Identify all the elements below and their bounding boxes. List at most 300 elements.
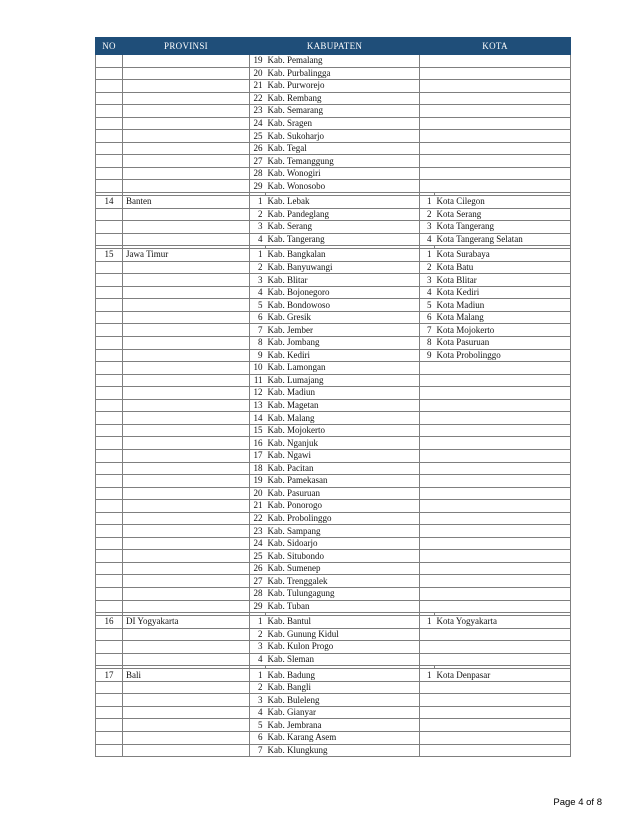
table-row bbox=[96, 550, 571, 563]
province-no-cell bbox=[96, 349, 123, 362]
kota-name bbox=[435, 537, 571, 550]
kabupaten-number: 2 bbox=[250, 261, 266, 274]
kabupaten-number: 2 bbox=[250, 681, 266, 694]
kabupaten-name: Kab. Kulon Progo bbox=[266, 641, 420, 654]
table-row bbox=[96, 399, 571, 412]
kabupaten-number: 25 bbox=[250, 130, 266, 143]
province-no-cell bbox=[96, 449, 123, 462]
kota-number: 3 bbox=[420, 274, 435, 287]
province-no-cell bbox=[96, 475, 123, 488]
kabupaten-name: Kab. Sragen bbox=[266, 117, 420, 130]
table-row bbox=[96, 274, 571, 287]
kota-number bbox=[420, 681, 435, 694]
kabupaten-number: 5 bbox=[250, 299, 266, 312]
kota-name bbox=[435, 80, 571, 93]
kabupaten-name: Kab. Jombang bbox=[266, 337, 420, 350]
kota-name: Kota Batu bbox=[435, 261, 571, 274]
province-no-cell bbox=[96, 462, 123, 475]
kabupaten-name: Kab. Sukoharjo bbox=[266, 130, 420, 143]
table-row bbox=[96, 669, 571, 682]
kota-number bbox=[420, 449, 435, 462]
province-name-cell bbox=[123, 475, 250, 488]
province-name-cell bbox=[123, 706, 250, 719]
kabupaten-name: Kab. Pasuruan bbox=[266, 487, 420, 500]
province-name-cell bbox=[123, 562, 250, 575]
province-no-cell bbox=[96, 286, 123, 299]
kabupaten-number: 8 bbox=[250, 337, 266, 350]
kota-name bbox=[435, 462, 571, 475]
province-no-cell bbox=[96, 653, 123, 666]
table-row bbox=[96, 387, 571, 400]
province-name-cell bbox=[123, 167, 250, 180]
province-name-cell bbox=[123, 324, 250, 337]
kota-name: Kota Pasuruan bbox=[435, 337, 571, 350]
kota-name: Kota Mojokerto bbox=[435, 324, 571, 337]
table-row bbox=[96, 424, 571, 437]
kabupaten-number: 18 bbox=[250, 462, 266, 475]
kota-name bbox=[435, 155, 571, 168]
province-no-cell bbox=[96, 562, 123, 575]
kabupaten-name: Kab. Jember bbox=[266, 324, 420, 337]
kabupaten-number: 26 bbox=[250, 142, 266, 155]
kota-name bbox=[435, 500, 571, 513]
table-row bbox=[96, 286, 571, 299]
kota-number: 4 bbox=[420, 286, 435, 299]
province-no-cell bbox=[96, 587, 123, 600]
table-row bbox=[96, 337, 571, 350]
kota-name bbox=[435, 142, 571, 155]
kota-number bbox=[420, 130, 435, 143]
kota-name bbox=[435, 55, 571, 68]
table-row bbox=[96, 324, 571, 337]
kota-number bbox=[420, 55, 435, 68]
table-row bbox=[96, 681, 571, 694]
kota-name bbox=[435, 641, 571, 654]
table-row bbox=[96, 362, 571, 375]
kabupaten-name: Kab. Pamekasan bbox=[266, 475, 420, 488]
province-name-cell bbox=[123, 311, 250, 324]
province-name-cell bbox=[123, 130, 250, 143]
table-row bbox=[96, 537, 571, 550]
kota-name bbox=[435, 487, 571, 500]
kabupaten-name: Kab. Wonosobo bbox=[266, 180, 420, 193]
kota-number bbox=[420, 67, 435, 80]
province-name-cell bbox=[123, 424, 250, 437]
kabupaten-number: 25 bbox=[250, 550, 266, 563]
kabupaten-name: Kab. Bangli bbox=[266, 681, 420, 694]
province-name-cell bbox=[123, 600, 250, 613]
province-no-cell bbox=[96, 512, 123, 525]
kabupaten-name: Kab. Karang Asem bbox=[266, 731, 420, 744]
table-row bbox=[96, 500, 571, 513]
kabupaten-number: 13 bbox=[250, 399, 266, 412]
kabupaten-number: 20 bbox=[250, 487, 266, 500]
kota-name bbox=[435, 744, 571, 757]
province-name-cell: Bali bbox=[123, 669, 250, 682]
kota-number bbox=[420, 362, 435, 375]
kabupaten-name: Kab. Jembrana bbox=[266, 719, 420, 732]
kota-name bbox=[435, 512, 571, 525]
table-row bbox=[96, 67, 571, 80]
province-no-cell bbox=[96, 362, 123, 375]
province-no-cell bbox=[96, 600, 123, 613]
table-row bbox=[96, 628, 571, 641]
kabupaten-name: Kab. Bangkalan bbox=[266, 249, 420, 262]
province-name-cell bbox=[123, 374, 250, 387]
kota-number bbox=[420, 142, 435, 155]
kabupaten-name: Kab. Purworejo bbox=[266, 80, 420, 93]
table-row bbox=[96, 731, 571, 744]
kota-number bbox=[420, 525, 435, 538]
province-name-cell: Banten bbox=[123, 196, 250, 209]
kota-number bbox=[420, 600, 435, 613]
province-name-cell bbox=[123, 221, 250, 234]
kabupaten-number: 1 bbox=[250, 249, 266, 262]
province-no-cell bbox=[96, 324, 123, 337]
kota-name bbox=[435, 475, 571, 488]
province-no-cell bbox=[96, 706, 123, 719]
table-row bbox=[96, 105, 571, 118]
province-no-cell: 17 bbox=[96, 669, 123, 682]
kabupaten-name: Kab. Sleman bbox=[266, 653, 420, 666]
kabupaten-name: Kab. Malang bbox=[266, 412, 420, 425]
kabupaten-name: Kab. Pemalang bbox=[266, 55, 420, 68]
kota-name: Kota Denpasar bbox=[435, 669, 571, 682]
kabupaten-number: 20 bbox=[250, 67, 266, 80]
kabupaten-name: Kab. Serang bbox=[266, 221, 420, 234]
province-name-cell bbox=[123, 641, 250, 654]
kabupaten-name: Kab. Sidoarjo bbox=[266, 537, 420, 550]
kota-number bbox=[420, 475, 435, 488]
province-no-cell bbox=[96, 299, 123, 312]
kota-name bbox=[435, 117, 571, 130]
table-row bbox=[96, 311, 571, 324]
kota-number bbox=[420, 462, 435, 475]
kota-name bbox=[435, 374, 571, 387]
kota-name bbox=[435, 628, 571, 641]
province-no-cell bbox=[96, 67, 123, 80]
kota-number bbox=[420, 512, 435, 525]
kabupaten-number: 15 bbox=[250, 424, 266, 437]
province-no-cell bbox=[96, 525, 123, 538]
province-name-cell bbox=[123, 681, 250, 694]
province-no-cell bbox=[96, 399, 123, 412]
kota-number: 8 bbox=[420, 337, 435, 350]
province-name-cell bbox=[123, 462, 250, 475]
kabupaten-name: Kab. Ngawi bbox=[266, 449, 420, 462]
province-no-cell bbox=[96, 412, 123, 425]
kota-number bbox=[420, 719, 435, 732]
page-number: Page 4 of 8 bbox=[553, 797, 602, 808]
kabupaten-number: 22 bbox=[250, 92, 266, 105]
kabupaten-number: 11 bbox=[250, 374, 266, 387]
kabupaten-number: 3 bbox=[250, 274, 266, 287]
kota-number bbox=[420, 437, 435, 450]
province-name-cell: DI Yogyakarta bbox=[123, 616, 250, 629]
province-no-cell bbox=[96, 374, 123, 387]
table-row bbox=[96, 117, 571, 130]
kabupaten-number: 12 bbox=[250, 387, 266, 400]
table-row bbox=[96, 233, 571, 246]
province-no-cell bbox=[96, 233, 123, 246]
kabupaten-name: Kab. Tuban bbox=[266, 600, 420, 613]
kabupaten-name: Kab. Magetan bbox=[266, 399, 420, 412]
table-row bbox=[96, 706, 571, 719]
province-no-cell bbox=[96, 105, 123, 118]
province-no-cell bbox=[96, 550, 123, 563]
province-no-cell bbox=[96, 167, 123, 180]
province-no-cell bbox=[96, 142, 123, 155]
kota-name bbox=[435, 681, 571, 694]
kabupaten-name: Kab. Buleleng bbox=[266, 694, 420, 707]
kota-name bbox=[435, 362, 571, 375]
province-no-cell bbox=[96, 487, 123, 500]
kabupaten-name: Kab. Mojokerto bbox=[266, 424, 420, 437]
kota-number: 2 bbox=[420, 261, 435, 274]
province-name-cell bbox=[123, 744, 250, 757]
kabupaten-name: Kab. Purbalingga bbox=[266, 67, 420, 80]
kabupaten-number: 3 bbox=[250, 641, 266, 654]
kota-name bbox=[435, 412, 571, 425]
kabupaten-name: Kab. Banyuwangi bbox=[266, 261, 420, 274]
header-kabupaten: KABUPATEN bbox=[250, 38, 420, 55]
kabupaten-name: Kab. Gunung Kidul bbox=[266, 628, 420, 641]
province-no-cell bbox=[96, 681, 123, 694]
kabupaten-name: Kab. Tulungagung bbox=[266, 587, 420, 600]
kabupaten-number: 1 bbox=[250, 669, 266, 682]
kabupaten-number: 28 bbox=[250, 167, 266, 180]
kota-number bbox=[420, 562, 435, 575]
kota-name bbox=[435, 653, 571, 666]
province-no-cell bbox=[96, 221, 123, 234]
province-name-cell bbox=[123, 55, 250, 68]
kabupaten-number: 29 bbox=[250, 180, 266, 193]
province-no-cell bbox=[96, 387, 123, 400]
kota-number bbox=[420, 487, 435, 500]
kabupaten-name: Kab. Trenggalek bbox=[266, 575, 420, 588]
kabupaten-number: 1 bbox=[250, 616, 266, 629]
province-name-cell bbox=[123, 628, 250, 641]
kota-number: 4 bbox=[420, 233, 435, 246]
kota-name bbox=[435, 437, 571, 450]
province-no-cell bbox=[96, 130, 123, 143]
province-name-cell bbox=[123, 399, 250, 412]
kabupaten-number: 23 bbox=[250, 525, 266, 538]
header-provinsi: PROVINSI bbox=[123, 38, 250, 55]
province-name-cell bbox=[123, 587, 250, 600]
kota-name bbox=[435, 67, 571, 80]
kabupaten-number: 6 bbox=[250, 731, 266, 744]
province-no-cell bbox=[96, 424, 123, 437]
kota-name bbox=[435, 525, 571, 538]
province-no-cell: 15 bbox=[96, 249, 123, 262]
kabupaten-number: 4 bbox=[250, 706, 266, 719]
kabupaten-number: 21 bbox=[250, 500, 266, 513]
kota-name bbox=[435, 600, 571, 613]
kabupaten-number: 24 bbox=[250, 117, 266, 130]
province-no-cell bbox=[96, 337, 123, 350]
province-name-cell bbox=[123, 261, 250, 274]
province-no-cell: 16 bbox=[96, 616, 123, 629]
table-row bbox=[96, 374, 571, 387]
kota-number bbox=[420, 80, 435, 93]
kabupaten-name: Kab. Lebak bbox=[266, 196, 420, 209]
kabupaten-number: 22 bbox=[250, 512, 266, 525]
table-row bbox=[96, 299, 571, 312]
kabupaten-number: 14 bbox=[250, 412, 266, 425]
kota-number bbox=[420, 374, 435, 387]
province-no-cell bbox=[96, 274, 123, 287]
kabupaten-number: 28 bbox=[250, 587, 266, 600]
province-no-cell bbox=[96, 537, 123, 550]
kota-number bbox=[420, 731, 435, 744]
kabupaten-number: 4 bbox=[250, 286, 266, 299]
kota-number bbox=[420, 653, 435, 666]
table-row bbox=[96, 249, 571, 262]
kota-name bbox=[435, 449, 571, 462]
kota-number: 1 bbox=[420, 249, 435, 262]
kabupaten-number: 1 bbox=[250, 196, 266, 209]
province-no-cell bbox=[96, 719, 123, 732]
kota-name bbox=[435, 387, 571, 400]
table-row bbox=[96, 575, 571, 588]
province-name-cell bbox=[123, 80, 250, 93]
table-body bbox=[96, 55, 571, 757]
kabupaten-number: 21 bbox=[250, 80, 266, 93]
kota-number: 6 bbox=[420, 311, 435, 324]
kota-number bbox=[420, 706, 435, 719]
kabupaten-name: Kab. Sumenep bbox=[266, 562, 420, 575]
kabupaten-number: 7 bbox=[250, 324, 266, 337]
province-name-cell bbox=[123, 500, 250, 513]
province-no-cell bbox=[96, 155, 123, 168]
table-row bbox=[96, 475, 571, 488]
table-row bbox=[96, 80, 571, 93]
kabupaten-number: 23 bbox=[250, 105, 266, 118]
province-name-cell bbox=[123, 117, 250, 130]
kabupaten-name: Kab. Temanggung bbox=[266, 155, 420, 168]
kabupaten-name: Kab. Tegal bbox=[266, 142, 420, 155]
header-row bbox=[96, 38, 571, 55]
province-name-cell bbox=[123, 155, 250, 168]
kabupaten-name: Kab. Sampang bbox=[266, 525, 420, 538]
kota-number: 1 bbox=[420, 669, 435, 682]
kota-number bbox=[420, 500, 435, 513]
kota-number bbox=[420, 575, 435, 588]
kabupaten-name: Kab. Ponorogo bbox=[266, 500, 420, 513]
province-table bbox=[95, 37, 571, 757]
kabupaten-number: 19 bbox=[250, 475, 266, 488]
kabupaten-name: Kab. Nganjuk bbox=[266, 437, 420, 450]
kabupaten-number: 29 bbox=[250, 600, 266, 613]
table-row bbox=[96, 587, 571, 600]
province-name-cell bbox=[123, 449, 250, 462]
kota-name bbox=[435, 550, 571, 563]
table-row bbox=[96, 487, 571, 500]
table-row bbox=[96, 449, 571, 462]
province-name-cell bbox=[123, 362, 250, 375]
kota-name bbox=[435, 399, 571, 412]
table-row bbox=[96, 719, 571, 732]
province-name-cell bbox=[123, 233, 250, 246]
kabupaten-name: Kab. Bojonegoro bbox=[266, 286, 420, 299]
kabupaten-number: 2 bbox=[250, 208, 266, 221]
kota-number: 7 bbox=[420, 324, 435, 337]
table-row bbox=[96, 437, 571, 450]
kabupaten-number: 10 bbox=[250, 362, 266, 375]
kota-name: Kota Madiun bbox=[435, 299, 571, 312]
province-name-cell bbox=[123, 487, 250, 500]
kabupaten-number: 3 bbox=[250, 694, 266, 707]
kota-name: Kota Tangerang bbox=[435, 221, 571, 234]
kabupaten-name: Kab. Wonogiri bbox=[266, 167, 420, 180]
kota-number bbox=[420, 105, 435, 118]
kota-number: 9 bbox=[420, 349, 435, 362]
kota-name bbox=[435, 562, 571, 575]
kabupaten-name: Kab. Madiun bbox=[266, 387, 420, 400]
kabupaten-name: Kab. Semarang bbox=[266, 105, 420, 118]
kota-number: 5 bbox=[420, 299, 435, 312]
province-name-cell bbox=[123, 387, 250, 400]
province-name-cell bbox=[123, 299, 250, 312]
kota-number bbox=[420, 180, 435, 193]
header-kota: KOTA bbox=[420, 38, 571, 55]
table-row bbox=[96, 55, 571, 68]
table-row bbox=[96, 412, 571, 425]
province-name-cell bbox=[123, 349, 250, 362]
kabupaten-number: 2 bbox=[250, 628, 266, 641]
province-no-cell bbox=[96, 628, 123, 641]
province-name-cell bbox=[123, 653, 250, 666]
kota-number bbox=[420, 587, 435, 600]
province-no-cell bbox=[96, 575, 123, 588]
table-row bbox=[96, 512, 571, 525]
kota-name: Kota Kediri bbox=[435, 286, 571, 299]
province-name-cell bbox=[123, 142, 250, 155]
kota-name bbox=[435, 105, 571, 118]
kabupaten-name: Kab. Tangerang bbox=[266, 233, 420, 246]
table-row bbox=[96, 616, 571, 629]
province-no-cell bbox=[96, 208, 123, 221]
kota-name: Kota Serang bbox=[435, 208, 571, 221]
table-row bbox=[96, 261, 571, 274]
kota-number bbox=[420, 387, 435, 400]
kota-name bbox=[435, 575, 571, 588]
kabupaten-name: Kab. Lamongan bbox=[266, 362, 420, 375]
kabupaten-name: Kab. Rembang bbox=[266, 92, 420, 105]
kota-number bbox=[420, 155, 435, 168]
kabupaten-number: 7 bbox=[250, 744, 266, 757]
province-name-cell bbox=[123, 67, 250, 80]
kabupaten-name: Kab. Gianyar bbox=[266, 706, 420, 719]
table-row bbox=[96, 130, 571, 143]
kabupaten-number: 19 bbox=[250, 55, 266, 68]
kabupaten-name: Kab. Bantul bbox=[266, 616, 420, 629]
province-name-cell bbox=[123, 719, 250, 732]
kabupaten-number: 4 bbox=[250, 653, 266, 666]
kabupaten-number: 5 bbox=[250, 719, 266, 732]
kabupaten-name: Kab. Situbondo bbox=[266, 550, 420, 563]
kota-number: 1 bbox=[420, 196, 435, 209]
kota-name: Kota Surabaya bbox=[435, 249, 571, 262]
kabupaten-name: Kab. Bondowoso bbox=[266, 299, 420, 312]
table-row bbox=[96, 208, 571, 221]
kota-name bbox=[435, 180, 571, 193]
province-name-cell bbox=[123, 208, 250, 221]
kota-name bbox=[435, 706, 571, 719]
province-name-cell bbox=[123, 412, 250, 425]
province-name-cell bbox=[123, 105, 250, 118]
